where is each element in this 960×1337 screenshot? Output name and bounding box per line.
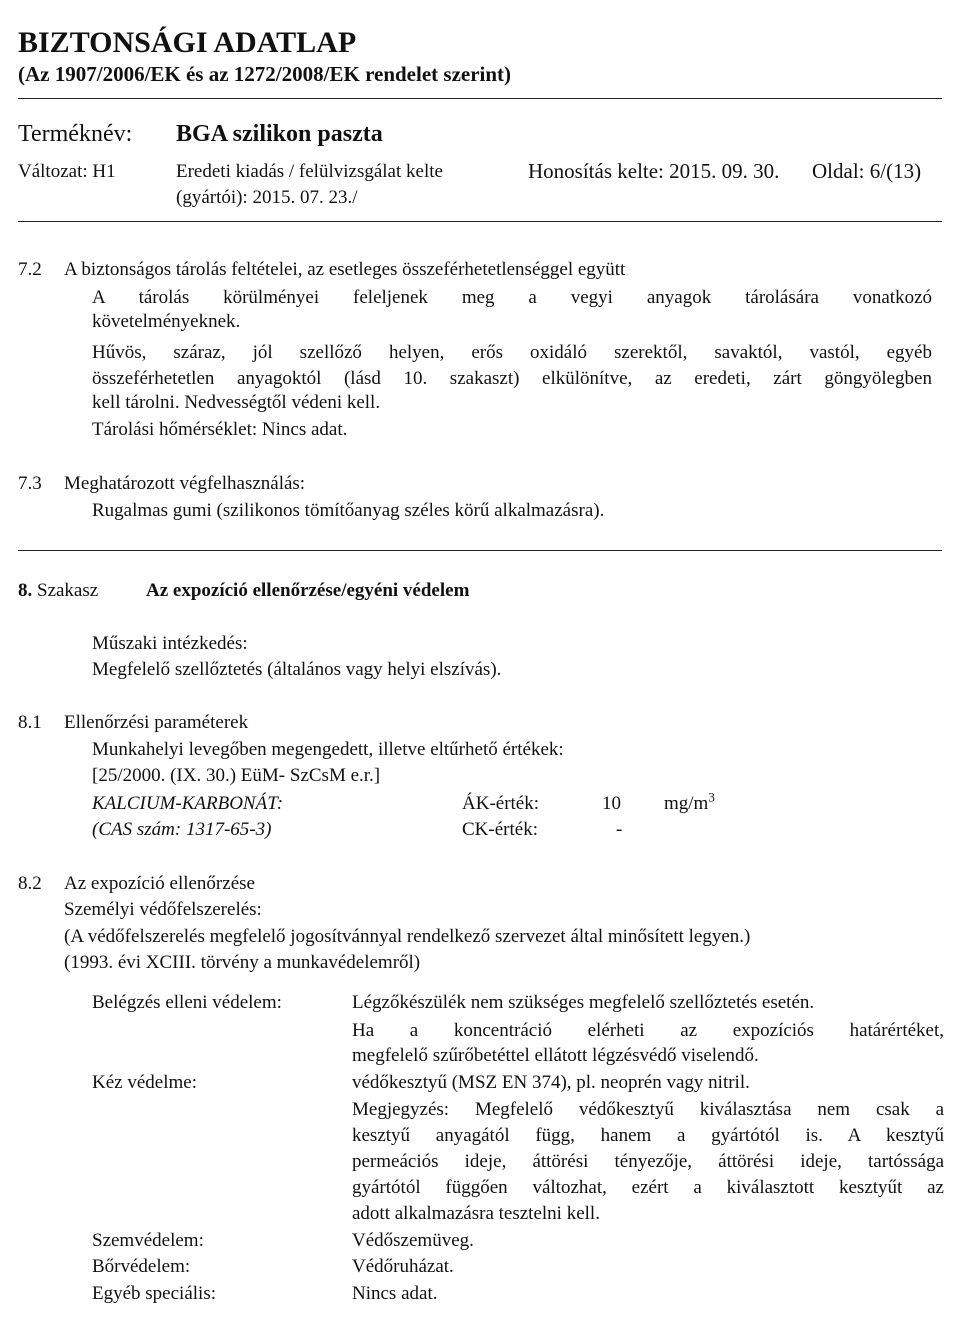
ck-value: - [616, 819, 623, 840]
version: Változat: H1 [18, 161, 116, 182]
section-8-title: Az expozíció ellenőrzése/egyéni védelem [146, 580, 470, 601]
hand-label: Kéz védelme: [92, 1072, 197, 1093]
header-bottom-divider [18, 221, 942, 222]
section-8-1-heading: Ellenőrzési paraméterek [64, 712, 249, 733]
document-title: BIZTONSÁGI ADATLAP [18, 26, 357, 59]
ppe-note-2: (1993. évi XCIII. törvény a munkavédelemről) [64, 952, 421, 973]
issue-date-line1: Eredeti kiadás / felülvizsgálat kelte [176, 161, 443, 182]
ak-unit-base: mg/m [664, 793, 709, 814]
section-8-number: 8. [18, 580, 33, 601]
storage-temperature: Tárolási hőmérséklet: Nincs adat. [92, 419, 348, 440]
other-label: Egyéb speciális: [92, 1283, 216, 1304]
hand-text [352, 1097, 944, 1201]
other-value: Nincs adat. [352, 1283, 438, 1304]
section-7-2-para1 [92, 285, 932, 311]
ak-value: 10 [602, 793, 621, 814]
ak-unit [664, 789, 715, 815]
section-8-word: Szakasz [37, 580, 99, 601]
text-line: Légzőkészülék nem szükséges megfelelő szellőztetés esetén. [352, 992, 815, 1013]
respiratory-label: Belégzés elleni védelem: [92, 992, 282, 1013]
technical-measures-label: Műszaki intézkedés: [92, 633, 248, 654]
text-line: Hűvös, száraz, jól szellőző helyen, erős oxidáló szerektől, savaktól, vastól, egyéb [92, 342, 932, 363]
product-label: Terméknév: [18, 121, 133, 147]
skin-label: Bőrvédelem: [92, 1256, 191, 1277]
ak-label: ÁK-érték: [462, 793, 540, 814]
respiratory-text [352, 1018, 944, 1044]
section-8-2-number: 8.2 [18, 873, 42, 894]
substance-name: KALCIUM-KARBONÁT: [92, 793, 284, 814]
section-8-1-number: 8.1 [18, 712, 42, 733]
limits-regulation: [25/2000. (IX. 30.) EüM- SzCsM e.r.] [92, 765, 381, 786]
validation-date: Honosítás kelte: 2015. 09. 30. [528, 159, 780, 183]
text-line: védőkesztyű (MSZ EN 374), pl. neoprén vagy nitril. [352, 1072, 750, 1093]
ck-label: CK-érték: [462, 819, 538, 840]
limits-intro: Munkahelyi levegőben megengedett, illetve eltűrhető értékek: [92, 739, 564, 760]
text-line: követelményeknek. [92, 311, 241, 332]
section-7-3-number: 7.3 [18, 473, 42, 494]
text-line: kesztyű anyagától függ, hanem a gyártótól is. A kesztyű [352, 1125, 944, 1146]
section-7-2-para2 [92, 340, 932, 392]
skin-value: Védőruházat. [352, 1256, 454, 1277]
cas-number: (CAS szám: 1317-65-3) [92, 819, 272, 840]
text-line: permeációs ideje, áttörési tényezője, áttörési ideje, tartóssága [352, 1151, 944, 1172]
ppe-label: Személyi védőfelszerelés: [64, 899, 262, 920]
header-divider [18, 98, 942, 99]
ppe-note-1: (A védőfelszerelés megfelelő jogosítvánnyal rendelkező szervezet által minősített legyen.) [64, 926, 751, 947]
issue-date-line2: (gyártói): 2015. 07. 23./ [176, 187, 358, 208]
section-divider [18, 550, 942, 551]
product-name: BGA szilikon paszta [176, 121, 383, 147]
text-line: gyártótól függően változhat, ezért a kiválasztott kesztyűt az [352, 1177, 944, 1198]
section-7-3-heading: Meghatározott végfelhasználás: [64, 473, 306, 494]
text-line: A tárolás körülményei feleljenek meg a vegyi anyagok tárolására vonatkozó [92, 287, 932, 308]
section-7-2-heading: A biztonságos tárolás feltételei, az esetleges összeférhetetlenséggel együtt [64, 259, 626, 280]
technical-measures-text: Megfelelő szellőztetés (általános vagy helyi elszívás). [92, 659, 502, 680]
ak-unit-exponent: 3 [708, 789, 715, 805]
text-line: adott alkalmazásra tesztelni kell. [352, 1203, 600, 1224]
document-subtitle: (Az 1907/2006/EK és az 1272/2008/EK rendelet szerint) [18, 62, 512, 86]
page-number: Oldal: 6/(13) [812, 159, 922, 183]
text-line: Megjegyzés: Megfelelő védőkesztyű kiválasztása nem csak a [352, 1099, 944, 1120]
text-line: megfelelő szűrőbetéttel ellátott légzésvédő viselendő. [352, 1045, 759, 1066]
text-line: kell tárolni. Nedvességtől védeni kell. [92, 392, 381, 413]
section-8-2-heading: Az expozíció ellenőrzése [64, 873, 255, 894]
eye-label: Szemvédelem: [92, 1230, 204, 1251]
text-line: Ha a koncentráció elérheti az expozíciós határértéket, [352, 1020, 944, 1041]
section-7-3-text: Rugalmas gumi (szilikonos tömítőanyag széles körű alkalmazásra). [92, 500, 605, 521]
eye-value: Védőszemüveg. [352, 1230, 474, 1251]
section-8-label [18, 580, 98, 602]
text-line: összeférhetetlen anyagoktól (lásd 10. szakaszt) elkülönítve, az eredeti, zárt göngyölegben [92, 368, 932, 389]
section-7-2-number: 7.2 [18, 259, 42, 280]
